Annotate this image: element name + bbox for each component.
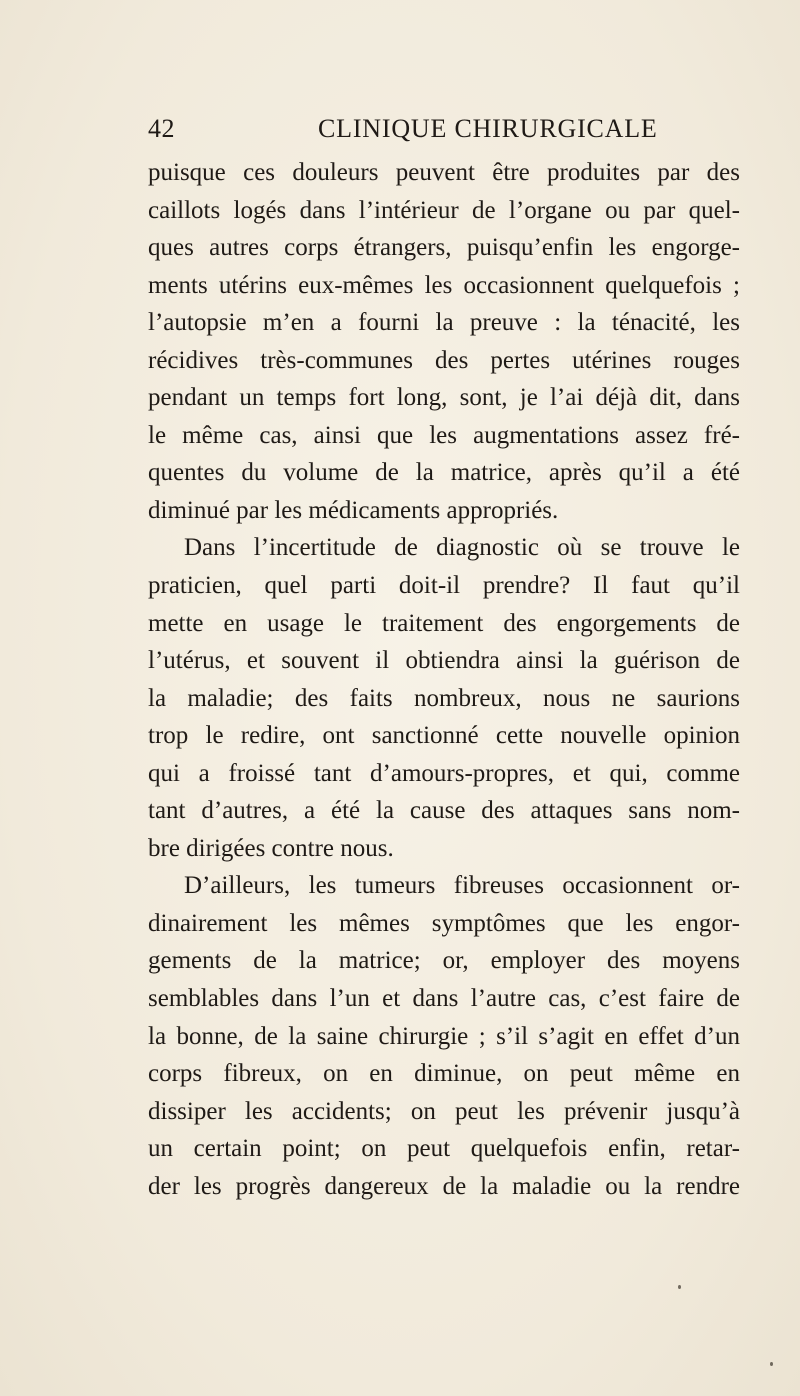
ink-speck (770, 1362, 773, 1366)
text-line: dissiper les accidents; on peut les prévenir jusqu’à (148, 1097, 740, 1125)
text-line: récidives très-communes des pertes utérines rouges (148, 346, 740, 374)
text-line: ques autres corps étrangers, puisqu’enfin les engorge- (148, 234, 740, 262)
text-line: la bonne, de la saine chirurgie ; s’il s’agit en effet d’un (148, 1022, 740, 1050)
running-title: CLINIQUE CHIRURGICALE (318, 114, 658, 143)
text-line: semblables dans l’un et dans l’autre cas, c’est faire de (148, 985, 740, 1013)
text-line: mette en usage le traitement des engorgements de (148, 609, 740, 637)
text-line: diminué par les médicaments appropriés. (148, 496, 559, 524)
text-line: gements de la matrice; or, employer des moyens (148, 947, 740, 975)
text-line: ments utérins eux-mêmes les occasionnent quelquefois ; (148, 271, 740, 299)
text-line: bre dirigées contre nous. (148, 834, 394, 862)
text-line: puisque ces douleurs peuvent être produites par des (148, 159, 740, 186)
text-line: caillots logés dans l’intérieur de l’organe ou par quel- (148, 196, 740, 224)
text-line: corps fibreux, on en diminue, on peut même en (148, 1060, 740, 1088)
text-line: le même cas, ainsi que les augmentations assez fré- (148, 421, 740, 449)
page-number: 42 (148, 114, 175, 143)
text-line: qui a froissé tant d’amours-propres, et qui, comme (148, 759, 740, 787)
text-line: D’ailleurs, les tumeurs fibreuses occasionnent or- (184, 872, 740, 900)
text-line: trop le redire, ont sanctionné cette nouvelle opinion (148, 722, 740, 750)
text-line: dinairement les mêmes symptômes que les engor- (148, 909, 740, 937)
text-line: praticien, quel parti doit-il prendre? Il faut qu’il (148, 572, 740, 600)
text-line: la maladie; des faits nombreux, nous ne saurions (148, 684, 740, 712)
text-line: der les progrès dangereux de la maladie ou la rendre (148, 1172, 740, 1200)
text-line: l’autopsie m’en a fourni la preuve : la ténacité, les (148, 309, 740, 337)
page-header (148, 112, 738, 152)
ink-speck (678, 1285, 681, 1289)
text-line: quentes du volume de la matrice, après qu’il a été (148, 459, 740, 487)
body-text (148, 154, 740, 1205)
text-line: Dans l’incertitude de diagnostic où se trouve le (184, 534, 740, 562)
text-line: un certain point; on peut quelquefois enfin, retar- (148, 1135, 740, 1163)
text-line: tant d’autres, a été la cause des attaques sans nom- (148, 797, 740, 825)
text-line: l’utérus, et souvent il obtiendra ainsi la guérison de (148, 647, 740, 675)
text-line: pendant un temps fort long, sont, je l’ai déjà dit, dans (148, 384, 740, 412)
